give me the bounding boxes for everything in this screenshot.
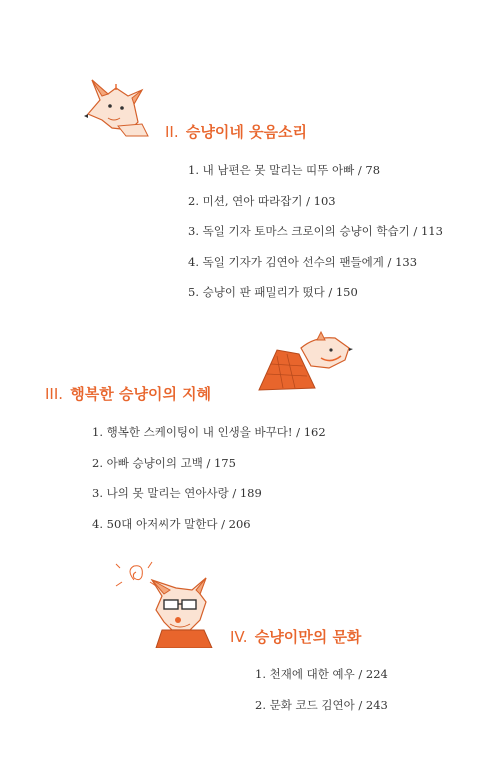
section-3-title: 행복한 승냥이의 지혜: [70, 385, 212, 403]
toc-item[interactable]: 1. 행복한 스케이팅이 내 인생을 바꾸다! / 162: [92, 425, 326, 439]
section-2-numeral: II.: [165, 123, 179, 141]
section-4-numeral: IV.: [230, 628, 248, 646]
wolf-lying-illustration: [255, 330, 355, 392]
toc-item[interactable]: 2. 아빠 승냥이의 고백 / 175: [92, 455, 236, 470]
toc-item[interactable]: 1. 내 남편은 못 말리는 띠뚜 아빠 / 78: [188, 163, 381, 177]
toc-item[interactable]: 4. 50대 아저씨가 말한다 / 206: [92, 516, 251, 531]
section-2-heading: [165, 121, 307, 142]
toc-item[interactable]: 2. 문화 코드 김연아 / 243: [255, 697, 388, 712]
wolf-thinking-illustration: [78, 70, 158, 138]
section-2-list: [188, 163, 443, 316]
wolf-glasses-illustration: [112, 560, 222, 648]
toc-item[interactable]: 5. 승냥이 판 패밀리가 떴다 / 150: [188, 285, 358, 299]
toc-item[interactable]: 1. 천재에 대한 예우 / 224: [255, 667, 388, 681]
section-4-title: 승냥이만의 문화: [254, 628, 362, 646]
section-4-heading: [230, 626, 361, 647]
section-3-numeral: III.: [45, 385, 64, 403]
toc-item[interactable]: 3. 나의 못 말리는 연아사랑 / 189: [92, 486, 262, 500]
section-3-list: [92, 425, 326, 547]
toc-item[interactable]: 4. 독일 기자가 김연아 선수의 팬들에게 / 133: [188, 254, 418, 269]
toc-item[interactable]: 3. 독일 기자 토마스 크로이의 승냥이 학습기 / 113: [188, 224, 443, 238]
section-2-title: 승냥이네 웃음소리: [185, 123, 308, 141]
toc-item[interactable]: 2. 미션, 연아 따라잡기 / 103: [188, 193, 336, 208]
section-4-list: [255, 667, 388, 728]
section-3-heading: [45, 383, 211, 404]
